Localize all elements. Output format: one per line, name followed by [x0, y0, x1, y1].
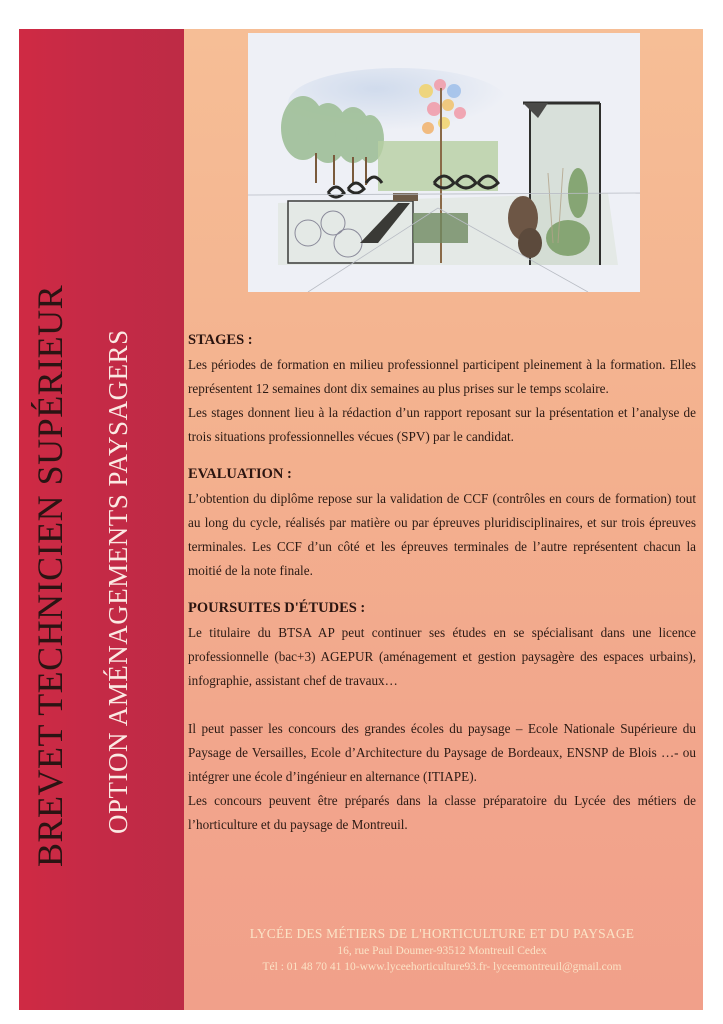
garden-sketch-image: [248, 33, 640, 292]
section-poursuites-etudes: [188, 595, 696, 837]
paragraph: Les concours peuvent être préparés dans la classe préparatoire du Lycée des métiers de l’horticulture et du paysage de Montreuil.: [188, 793, 696, 832]
main-title: BREVET TECHNICIEN SUPÉRIEUR: [30, 284, 70, 867]
brochure-page: [19, 29, 703, 1010]
section-stages: [188, 327, 696, 449]
footer-contact-block: [188, 925, 696, 975]
section-heading-stages: STAGES :: [188, 332, 253, 348]
section-heading-poursuites: POURSUITES D'ÉTUDES :: [188, 600, 366, 616]
paragraph: Le titulaire du BTSA AP peut continuer ses études en se spécialisant dans une licence professionnelle (bac+3) AGEPUR (aménagement et gestion paysagère des espaces urbains), infographie, assistant chef de travaux…: [188, 625, 696, 688]
main-content: [188, 327, 696, 849]
paragraph: Les stages donnent lieu à la rédaction d’un rapport reposant sur la présentation et l’analyse de trois situations professionnelles vécues (SPV) par le candidat.: [188, 405, 696, 444]
section-evaluation: [188, 461, 696, 583]
section-heading-evaluation: EVALUATION :: [188, 466, 292, 482]
paragraph-gap: [188, 693, 696, 717]
subtitle-option: OPTION AMÉNAGEMENTS PAYSAGERS: [103, 329, 133, 834]
paragraph: Il peut passer les concours des grandes écoles du paysage – Ecole Nationale Supérieure du Paysage de Versailles, Ecole d’Architecture du Paysage de Bordeaux, ENSNP de Blois …- ou intégrer une école d’ingénieur en alternance (ITIAPE).: [188, 721, 696, 784]
garden-illustration: [248, 33, 640, 292]
paragraph: L’obtention du diplôme repose sur la validation de CCF (contrôles en cours de formation) tout au long du cycle, réalisés par matière ou par épreuves pluridisciplinaires, et sur trois épreuves terminales. Les CCF d’un côté et les épreuves terminales de l’autre représentent chacun la moitié de la note finale.: [188, 491, 696, 578]
title-band: [19, 29, 184, 1010]
footer-contact-line: Tél : 01 48 70 41 10-www.lyceehorticulture93.fr- lyceemontreuil@gmail.com: [262, 961, 622, 973]
footer-address: 16, rue Paul Doumer-93512 Montreuil Cedex: [337, 945, 547, 957]
footer-school-name: LYCÉE DES MÉTIERS DE L'HORTICULTURE ET DU PAYSAGE: [249, 926, 635, 941]
paragraph: Les périodes de formation en milieu professionnel participent pleinement à la formation. Elles représentent 12 semaines dont dix semaines au plus prises sur le temps scolaire.: [188, 357, 696, 396]
